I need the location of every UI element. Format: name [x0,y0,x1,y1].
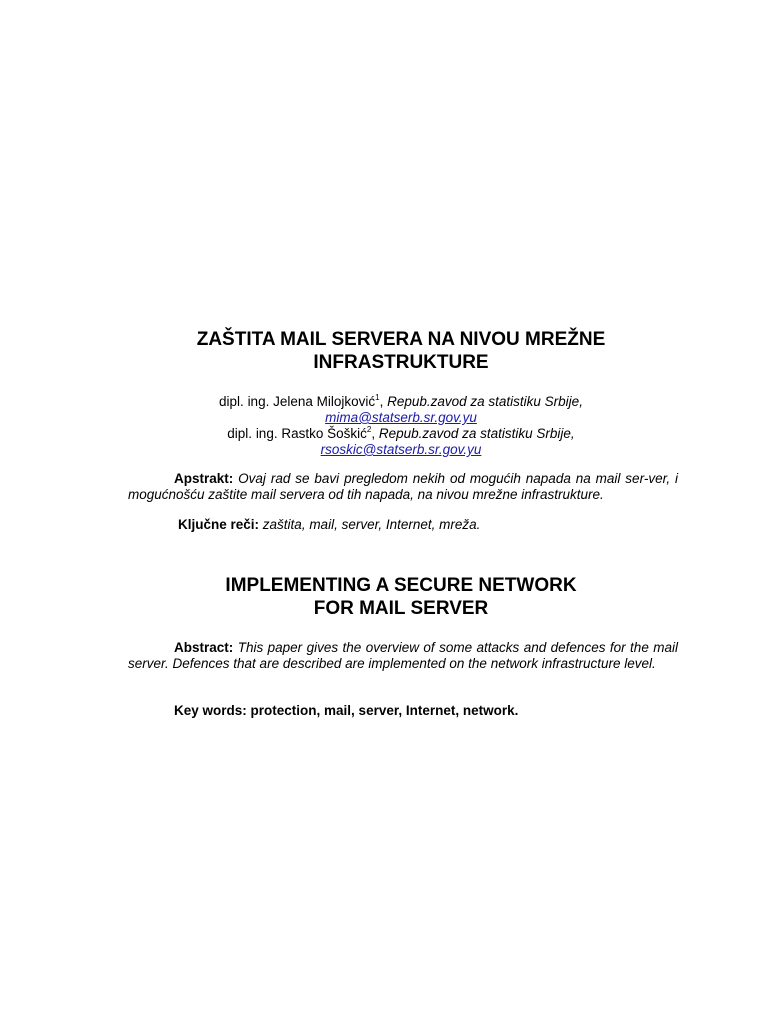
author-2-affiliation: Repub.zavod za statistiku Srbije, [378,426,575,441]
kljucne-reci-label: Ključne reči: [178,517,260,532]
author-2: dipl. ing. Rastko Šoškić$^2$, Repub.zavod za statistiku Srbije, [227,425,575,441]
author-1-email-line [128,410,674,426]
author-1-footnote: 1 [375,393,380,402]
author-1-name: dipl. ing. Jelena Milojković [219,394,376,409]
apstrakt-text: Ovaj rad se bavi pregledom nekih od mogućih napada na mail ser-ver, i mogućnošću zaštite mail servera od tih napada, na nivou mrežne infrastrukture. [128,471,678,502]
author-2-email-link[interactable]: rsoskic@statserb.sr.gov.yu [320,442,482,457]
title-serbian-line1: ZAŠTITA MAIL SERVERA NA NIVOU MREŽNE [196,329,606,350]
author-2-footnote: 2 [366,425,372,434]
apstrakt-label: Apstrakt: [174,471,234,486]
title-english [128,574,674,620]
keywords-label: Key words: [174,703,247,718]
kljucne-reci-text: zaštita, mail, server, Internet, mreža. [262,517,481,532]
abstract-label: Abstract: [174,640,234,655]
title-english-line2: FOR MAIL SERVER [313,598,489,619]
abstract-paragraph [128,640,678,672]
keywords-text: protection, mail, server, Internet, network. [250,703,519,718]
author-2-name: dipl. ing. Rastko Šoškić [227,426,367,441]
author-2-email-line [128,442,674,458]
author-1-email-link[interactable]: mima@statserb.sr.gov.yu [325,410,477,425]
author-1-affiliation: Repub.zavod za statistiku Srbije, [387,394,583,409]
title-serbian-line2: INFRASTRUKTURE [313,352,489,373]
author-1: dipl. ing. Jelena Milojković$^1$, Repub.zavod za statistiku Srbije, [219,393,583,409]
title-serbian [128,328,674,374]
apstrakt-paragraph [128,471,678,503]
keywords-paragraph [174,703,674,719]
authors-block [128,394,674,458]
title-english-line1: IMPLEMENTING A SECURE NETWORK [225,575,577,596]
kljucne-reci-paragraph [178,517,678,533]
abstract-text: This paper gives the overview of some attacks and defences for the mail server. Defences that are described are implemented on the network infrastructure level. [128,640,678,671]
